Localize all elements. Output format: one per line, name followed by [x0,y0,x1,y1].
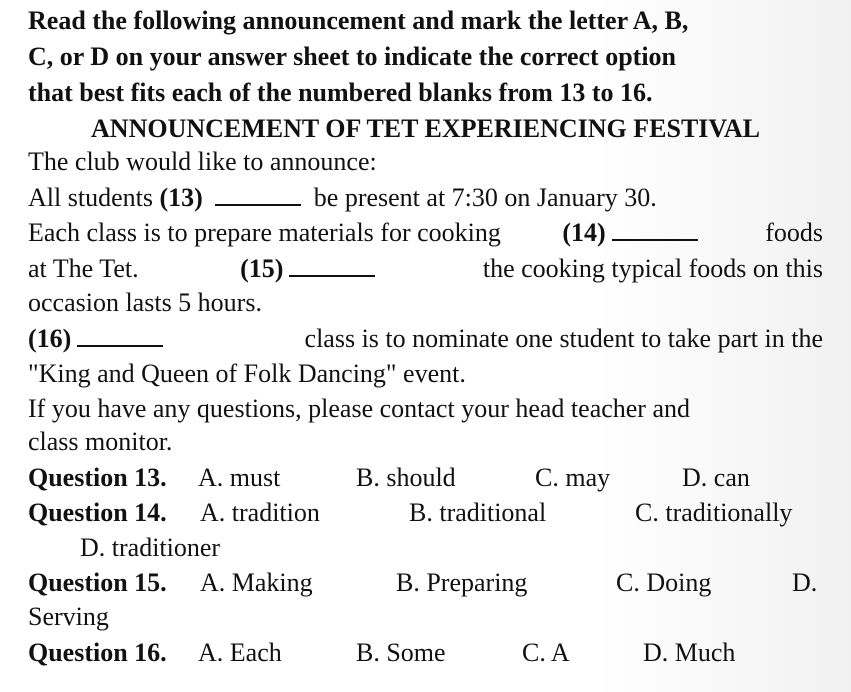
instructions-line-3 [28,76,823,110]
question-13-option-b[interactable]: B. should [356,463,456,492]
question-14-option-b[interactable]: B. traditional [409,498,547,527]
instructions-line-2 [28,40,823,74]
instructions-text-3: that best fits each of the numbered blanks from 13 to 16. [28,78,653,107]
question-15-option-d-text[interactable]: Serving [28,602,109,631]
announcement-title: ANNOUNCEMENT OF TET EXPERIENCING FESTIVAL [91,114,760,143]
question-14-label: Question 14. [28,498,167,527]
question-16-option-d[interactable]: D. Much [643,638,736,667]
blank-15 [289,255,375,277]
contact-line [28,392,823,426]
blank-number-16: (16) [28,324,72,353]
p13-text-b: be present at 7:30 on January 30. [313,183,657,212]
p13-text-a: All students [28,183,153,212]
p16-continuation: "King and Queen of Folk Dancing" event. [28,359,466,388]
instructions-text-2: C, or D on your answer sheet to indicate the correct option [28,42,677,71]
question-15-label: Question 15. [28,568,167,597]
paragraph-14 [28,216,823,250]
instructions-text-1: Read the following announcement and mark the letter A, B, [28,6,689,35]
question-14-option-a[interactable]: A. tradition [200,498,320,527]
blank-number-13: (13) [159,183,203,212]
blank-16 [77,325,163,347]
p14-text-b: foods [765,218,823,247]
p15-continuation: occasion lasts 5 hours. [28,288,262,317]
p16-text-b: class is to nominate one student to take part in the [304,324,823,353]
question-16-option-b[interactable]: B. Some [356,638,446,667]
p15-text-b: the cooking typical foods on this [482,254,823,283]
p15-text-a: at The Tet. [28,254,139,283]
question-15-option-a[interactable]: A. Making [200,568,313,597]
question-14-option-c[interactable]: C. traditionally [635,498,793,527]
question-13-option-c[interactable]: C. may [535,463,611,492]
question-16-label: Question 16. [28,638,167,667]
paragraph-15 [28,252,823,286]
question-15-option-b[interactable]: B. Preparing [396,568,528,597]
question-14-option-d[interactable]: D. traditioner [80,533,221,562]
question-15-option-c[interactable]: C. Doing [616,568,712,597]
question-13-option-a[interactable]: A. must [198,463,281,492]
intro-line: The club would like to announce: [28,147,377,176]
contact-continuation: class monitor. [28,427,173,456]
contact-text: If you have any questions, please contact your head teacher and [28,394,691,423]
question-13-label: Question 13. [28,463,167,492]
question-13-option-d[interactable]: D. can [682,463,750,492]
instructions-line-1 [28,4,823,38]
blank-14 [612,219,698,241]
paragraph-16 [28,322,823,356]
blank-number-14: (14) [562,218,606,247]
question-15-option-d[interactable]: D. [792,568,818,597]
p14-text-a: Each class is to prepare materials for cooking [28,218,501,247]
question-16-option-a[interactable]: A. Each [198,638,282,667]
blank-13 [215,184,301,206]
question-16-option-c[interactable]: C. A [522,638,570,667]
paragraph-13 [28,181,823,215]
blank-number-15: (15) [240,254,284,283]
